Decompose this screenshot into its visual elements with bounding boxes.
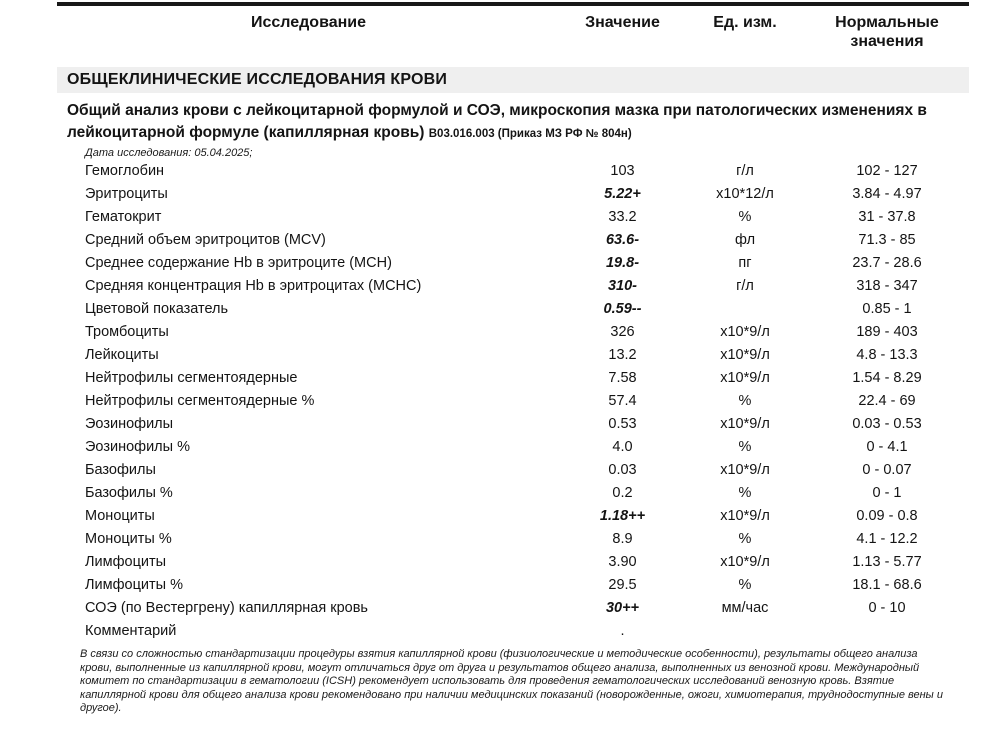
test-name: Цветовой показатель xyxy=(85,301,229,317)
test-name: Средний объем эритроцитов (MCV) xyxy=(85,232,326,248)
test-name: Эозинофилы xyxy=(85,416,174,432)
test-normal: 22.4 - 69 xyxy=(858,393,916,409)
test-name: Лимфоциты % xyxy=(85,577,183,593)
column-header-study: Исследование xyxy=(251,14,366,31)
test-value: 19.8- xyxy=(605,255,640,271)
test-unit: % xyxy=(738,485,752,501)
test-normal: 102 - 127 xyxy=(856,163,918,179)
test-name: Моноциты xyxy=(85,508,155,524)
test-value: 4.0 xyxy=(612,439,633,455)
test-name: Эритроциты xyxy=(85,186,168,202)
test-name: Нейтрофилы сегментоядерные % xyxy=(85,393,315,409)
test-normal xyxy=(805,620,969,643)
analysis-code: B03.016.003 (Приказ МЗ РФ № 804н) xyxy=(428,128,632,140)
column-header-value: Значение xyxy=(585,14,660,31)
test-unit: х10*9/л xyxy=(720,554,770,570)
test-normal: 0.03 - 0.53 xyxy=(852,416,922,432)
table-row xyxy=(57,436,969,459)
footer-note: В связи со сложностью стандартизации процедуры взятия капиллярной крови (физиологические и методические особенности), результаты общего анализа крови, выполненные из капиллярной крови, могут отличаться друг от друга и результатов общего анализа, выполненных из венозной крови. Международный комитет по стандартизации в гематологии (ICSH) рекомендует использовать для проведения гематологических исследований венозную кровь. Взятие капиллярной крови для общего анализа крови рекомендовано при наличии медицинских показаний (новорожденные, ожоги, химиотерапия, труднодоступные вены и другое). xyxy=(80,648,943,714)
test-name: Нейтрофилы сегментоядерные xyxy=(85,370,298,386)
test-value: 3.90 xyxy=(608,554,637,570)
table-row xyxy=(57,344,969,367)
test-normal: 23.7 - 28.6 xyxy=(852,255,922,271)
test-unit: % xyxy=(738,439,752,455)
test-value: 57.4 xyxy=(608,393,637,409)
test-unit: г/л xyxy=(736,163,754,179)
top-divider xyxy=(57,2,969,6)
test-unit: х10*9/л xyxy=(720,324,770,340)
test-name: СОЭ (по Вестергрену) капиллярная кровь xyxy=(85,600,368,616)
test-normal: 71.3 - 85 xyxy=(858,232,916,248)
test-name: Комментарий xyxy=(85,623,177,639)
test-normal: 1.54 - 8.29 xyxy=(852,370,922,386)
lab-report-page xyxy=(57,0,969,716)
table-row xyxy=(57,367,969,390)
test-normal: 18.1 - 68.6 xyxy=(852,577,922,593)
table-row xyxy=(57,551,969,574)
test-unit: % xyxy=(738,531,752,547)
analysis-title xyxy=(57,100,965,145)
test-value: 0.2 xyxy=(612,485,633,501)
table-row xyxy=(57,275,969,298)
test-value: 8.9 xyxy=(612,531,633,547)
test-value: 63.6- xyxy=(605,232,640,248)
test-unit: пг xyxy=(738,255,752,271)
test-unit: х10*9/л xyxy=(720,347,770,363)
table-row xyxy=(57,390,969,413)
test-name: Лимфоциты xyxy=(85,554,167,570)
test-unit: % xyxy=(738,393,752,409)
test-name: Моноциты % xyxy=(85,531,172,547)
test-normal: 31 - 37.8 xyxy=(858,209,916,225)
table-row xyxy=(57,574,969,597)
table-row xyxy=(57,597,969,620)
test-normal: 0 - 0.07 xyxy=(862,462,912,478)
test-normal: 0.09 - 0.8 xyxy=(856,508,918,524)
table-row xyxy=(57,160,969,183)
analysis-title-text: Общий анализ крови с лейкоцитарной формулой и СОЭ, микроскопия мазка при патологических изменениях в лейкоцитарной формуле (капиллярная кровь) xyxy=(67,102,927,141)
test-name: Эозинофилы % xyxy=(85,439,190,455)
table-row xyxy=(57,206,969,229)
test-unit: х10*12/л xyxy=(716,186,774,202)
test-normal: 0 - 10 xyxy=(868,600,906,616)
table-row xyxy=(57,183,969,206)
test-value: 0.53 xyxy=(608,416,637,432)
test-unit xyxy=(685,298,805,321)
test-value: 7.58 xyxy=(608,370,637,386)
test-value: 1.18++ xyxy=(599,508,646,524)
test-name: Среднее содержание Hb в эритроците (MCH) xyxy=(85,255,392,271)
test-normal: 4.8 - 13.3 xyxy=(856,347,918,363)
test-name: Гематокрит xyxy=(85,209,162,225)
test-unit: фл xyxy=(734,232,756,248)
test-value: 13.2 xyxy=(608,347,637,363)
test-unit: мм/час xyxy=(721,600,769,616)
test-value: 30++ xyxy=(605,600,640,616)
results-table-body xyxy=(57,160,969,643)
table-row xyxy=(57,482,969,505)
test-unit xyxy=(685,620,805,643)
test-value: 0.59-- xyxy=(603,301,642,317)
study-date: Дата исследования: 05.04.2025; xyxy=(85,147,253,159)
test-value: 29.5 xyxy=(608,577,637,593)
test-unit: г/л xyxy=(736,278,754,294)
test-name: Базофилы % xyxy=(85,485,173,501)
test-value: . xyxy=(620,623,625,639)
test-unit: % xyxy=(738,577,752,593)
test-value: 310- xyxy=(607,278,638,294)
test-name: Базофилы xyxy=(85,462,156,478)
test-normal: 0 - 4.1 xyxy=(866,439,908,455)
test-normal: 318 - 347 xyxy=(856,278,918,294)
test-value: 103 xyxy=(610,163,635,179)
table-row xyxy=(57,620,969,643)
test-value: 326 xyxy=(610,324,635,340)
table-row xyxy=(57,229,969,252)
test-name: Лейкоциты xyxy=(85,347,159,363)
table-row xyxy=(57,321,969,344)
test-value: 0.03 xyxy=(608,462,637,478)
test-unit: х10*9/л xyxy=(720,370,770,386)
column-header-normal: Нормальные значения xyxy=(835,14,939,50)
test-unit: х10*9/л xyxy=(720,416,770,432)
test-normal: 189 - 403 xyxy=(856,324,918,340)
test-normal: 1.13 - 5.77 xyxy=(852,554,922,570)
table-row xyxy=(57,459,969,482)
table-row xyxy=(57,413,969,436)
test-value: 33.2 xyxy=(608,209,637,225)
table-header-row xyxy=(57,13,969,51)
test-name: Тромбоциты xyxy=(85,324,169,340)
test-normal: 4.1 - 12.2 xyxy=(856,531,918,547)
test-unit: % xyxy=(738,209,752,225)
column-header-unit: Ед. изм. xyxy=(713,14,777,31)
test-value: 5.22+ xyxy=(604,186,641,202)
table-row xyxy=(57,252,969,275)
table-row xyxy=(57,528,969,551)
section-header: ОБЩЕКЛИНИЧЕСКИЕ ИССЛЕДОВАНИЯ КРОВИ xyxy=(57,67,969,93)
test-normal: 0 - 1 xyxy=(872,485,902,501)
test-name: Средняя концентрация Hb в эритроцитах (MCHC) xyxy=(85,278,422,294)
test-name: Гемоглобин xyxy=(85,163,165,179)
test-unit: х10*9/л xyxy=(720,462,770,478)
test-normal: 0.85 - 1 xyxy=(862,301,912,317)
table-row xyxy=(57,505,969,528)
test-unit: х10*9/л xyxy=(720,508,770,524)
test-normal: 3.84 - 4.97 xyxy=(852,186,922,202)
table-row xyxy=(57,298,969,321)
